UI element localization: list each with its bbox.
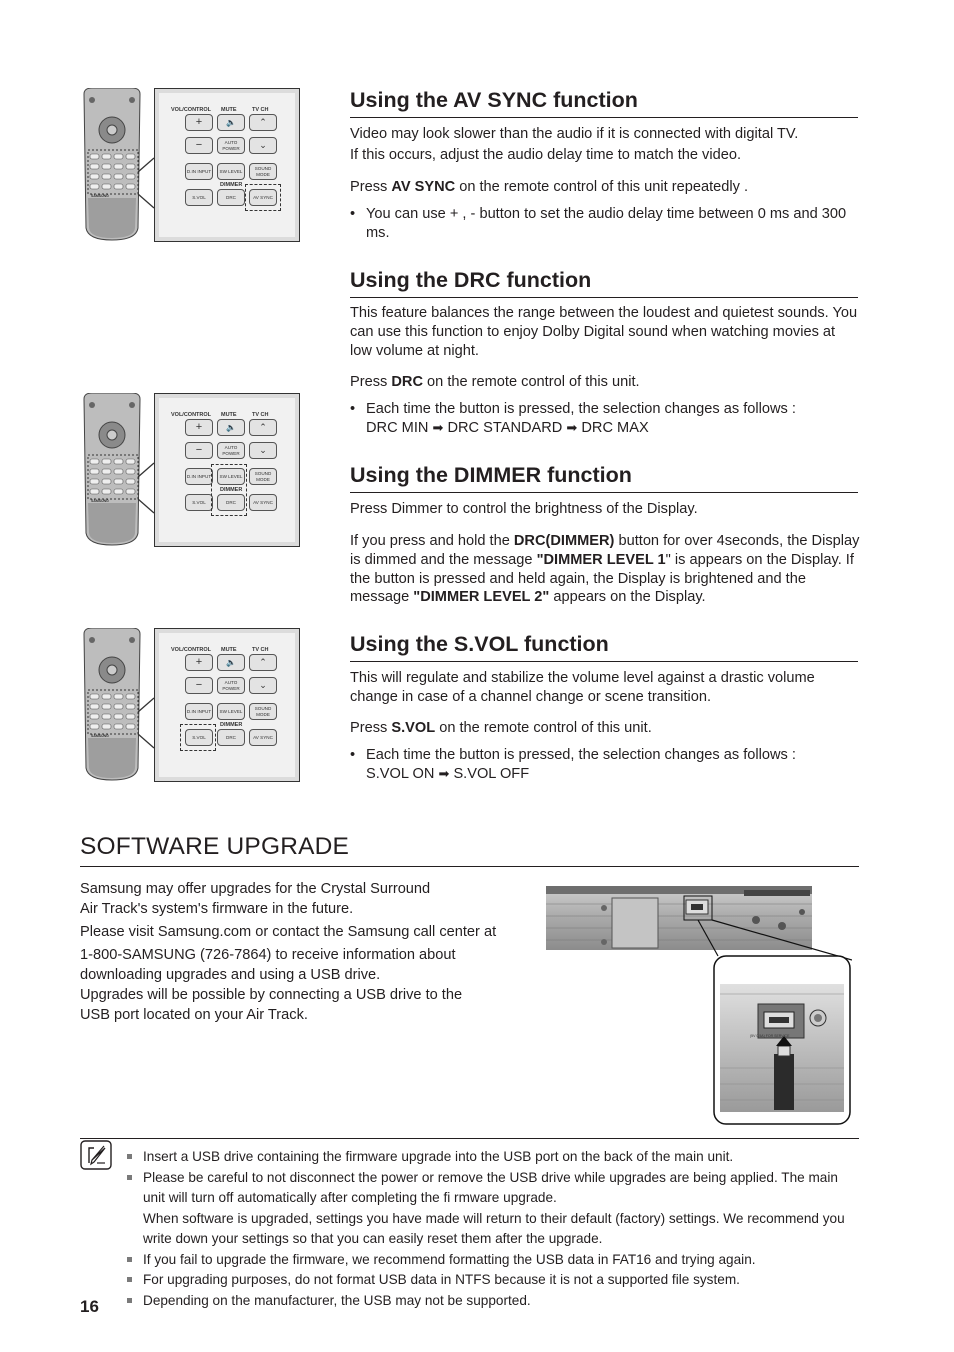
notes-divider (80, 1138, 859, 1139)
dimmer-paragraph-2: If you press and hold the DRC(DIMMER) button for over 4seconds, the Display is dimmed and the message "DIMMER LEVEL 1" is appears on the Display. If the button is pressed and held again, the Display is brightened and the message "DIMMER LEVEL 2" appears on the Display. (350, 533, 860, 606)
ch-up-icon: ⌃ (249, 419, 277, 436)
drc-button: DRC (217, 189, 245, 206)
s-vol-paragraph: This will regulate and stabilize the volume level against a drastic volume change in case of a channel change or scene transition. (350, 670, 815, 705)
vol-up-button: + (185, 654, 213, 671)
remote-brand: SAMSUNG (91, 194, 109, 198)
drc-button: DRC (217, 729, 245, 746)
vol-up-button: + (185, 419, 213, 436)
air-track-back-illustration (546, 884, 852, 1126)
arrow-right-icon: ➡ (438, 765, 450, 781)
d-in-input-button: D.IN INPUT (185, 163, 213, 180)
drc-key: DRC (391, 374, 423, 390)
remote-control-icon (80, 393, 154, 549)
drc-paragraph: This feature balances the range between the loudest and quietest sounds. You can use this function to enjoy Dolby Digital sound when watching movies at low volume at night. (350, 305, 858, 359)
auto-power-button: AUTO POWER (217, 442, 245, 459)
av-sync-paragraph-2: If this occurs, adjust the audio delay time to match the video. (350, 147, 741, 163)
label-dimmer: DIMMER (220, 182, 243, 188)
av-sync-button: AV SYNC (249, 494, 277, 511)
drc-heading: Using the DRC function (350, 267, 858, 298)
notes-list (127, 1147, 862, 1311)
usb-port-label: (5V 0.5A) FOR SERVICE (750, 1034, 790, 1038)
air-track-usb-port-illustration (546, 884, 852, 1126)
ch-down-icon: ⌄ (249, 677, 277, 694)
label-tv-ch: TV CH (252, 107, 269, 113)
ch-up-icon: ⌃ (249, 114, 277, 131)
av-sync-paragraph-1: Video may look slower than the audio if it is connected with digital TV. (350, 126, 799, 142)
d-in-input-button: D.IN INPUT (185, 468, 213, 485)
label-vol-control: VOL/CONTROL (171, 412, 212, 418)
remote-illustration-drc (80, 393, 302, 549)
drc-press-instruction: Press DRC on the remote control of this unit. (350, 374, 640, 390)
software-text-line: Please visit Samsung.com or contact the Samsung call center at (80, 924, 497, 940)
d-in-input-button: D.IN INPUT (185, 703, 213, 720)
arrow-right-icon: ➡ (432, 419, 444, 435)
s-vol-heading: Using the S.VOL function (350, 631, 858, 662)
av-sync-button: AV SYNC (249, 189, 277, 206)
ch-up-icon: ⌃ (249, 654, 277, 671)
remote-illustration-s-vol (80, 628, 302, 784)
s-vol-bullet: • Each time the button is pressed, the selection changes as follows : S.VOL ON ➡ S.VOL OFF (350, 747, 796, 782)
s-vol-button: S.VOL (185, 729, 213, 746)
software-text-line: Air Track's system's firmware in the future. (80, 901, 354, 917)
vol-down-button: − (185, 677, 213, 694)
vol-down-button: − (185, 442, 213, 459)
sw-level-button: SW LEVEL (217, 163, 245, 180)
dimmer-paragraph-1: Press Dimmer to control the brightness of the Display. (350, 501, 698, 517)
note-icon (80, 1140, 112, 1170)
s-vol-button: S.VOL (185, 189, 213, 206)
note-item: If you fail to upgrade the firmware, we recommend formatting the USB data in FAT16 and trying again. (127, 1250, 862, 1271)
dimmer-heading: Using the DIMMER function (350, 462, 858, 493)
note-item: Depending on the manufacturer, the USB may not be supported. (127, 1291, 862, 1312)
sw-level-button: SW LEVEL (217, 468, 245, 485)
sound-mode-button: SOUND MODE (249, 468, 277, 485)
label-mute: MUTE (221, 647, 237, 653)
label-vol-control: VOL/CONTROL (171, 647, 212, 653)
remote-control-icon (80, 88, 154, 244)
av-sync-button: AV SYNC (249, 729, 277, 746)
ch-down-icon: ⌄ (249, 442, 277, 459)
sound-mode-button: SOUND MODE (249, 703, 277, 720)
sw-level-button: SW LEVEL (217, 703, 245, 720)
software-text-line: USB port located on your Air Track. (80, 1007, 308, 1023)
auto-power-button: AUTO POWER (217, 677, 245, 694)
mute-icon: 🔈 (217, 114, 245, 131)
label-vol-control: VOL/CONTROL (171, 107, 212, 113)
note-item: Insert a USB drive containing the firmware upgrade into the USB port on the back of the main unit. (127, 1147, 862, 1168)
vol-up-button: + (185, 114, 213, 131)
page-number: 16 (80, 1297, 99, 1316)
remote-illustration-av-sync (80, 88, 302, 244)
av-sync-heading: Using the AV SYNC function (350, 87, 858, 118)
label-mute: MUTE (221, 107, 237, 113)
remote-brand: SAMSUNG (91, 499, 109, 503)
highlight-s-vol (180, 724, 216, 751)
highlight-av-sync (245, 184, 281, 211)
sound-mode-button: SOUND MODE (249, 163, 277, 180)
arrow-right-icon: ➡ (566, 419, 578, 435)
auto-power-button: AUTO POWER (217, 137, 245, 154)
remote-brand: SAMSUNG (91, 734, 109, 738)
mute-icon: 🔈 (217, 654, 245, 671)
drc-bullet: • Each time the button is pressed, the selection changes as follows : DRC MIN ➡ DRC STANDARD ➡ DRC MAX (350, 401, 796, 436)
remote-zoom-panel (154, 393, 300, 547)
note-item: For upgrading purposes, do not format USB data in NTFS because it is not a supported file system. (127, 1270, 862, 1291)
vol-down-button: − (185, 137, 213, 154)
av-sync-press-instruction: Press AV SYNC on the remote control of this unit repeatedly . (350, 179, 749, 195)
remote-zoom-panel (154, 628, 300, 782)
label-tv-ch: TV CH (252, 647, 269, 653)
label-dimmer: DIMMER (220, 487, 243, 493)
drc-button: DRC (217, 494, 245, 511)
s-vol-button: S.VOL (185, 494, 213, 511)
label-mute: MUTE (221, 412, 237, 418)
note-item: Please be careful to not disconnect the power or remove the USB drive while upgrades are being applied. The main unit will turn off automatically after completing the fi rmware upgrade. When software is upgraded, settings you have made will return to their default (factory) settings. We recommend you write down your settings so that you can easily reset them after the upgrade. (127, 1168, 862, 1250)
ch-down-icon: ⌄ (249, 137, 277, 154)
software-text-line: downloading upgrades and using a USB drive. (80, 967, 381, 983)
software-text-line: Upgrades will be possible by connecting a USB drive to the (80, 987, 463, 1003)
software-text-line: 1-800-SAMSUNG (726-7864) to receive information about (80, 947, 456, 963)
remote-control-icon (80, 628, 154, 784)
mute-icon: 🔈 (217, 419, 245, 436)
av-sync-key: AV SYNC (391, 179, 456, 195)
highlight-drc (211, 464, 247, 516)
label-dimmer: DIMMER (220, 722, 243, 728)
av-sync-bullet: • You can use + , - button to set the audio delay time between 0 ms and 300 ms. (350, 206, 847, 241)
software-text-line: Samsung may offer upgrades for the Crystal Surround (80, 881, 431, 897)
software-upgrade-heading: SOFTWARE UPGRADE (80, 832, 859, 867)
s-vol-press-instruction: Press S.VOL on the remote control of this unit. (350, 720, 652, 736)
label-tv-ch: TV CH (252, 412, 269, 418)
s-vol-key: S.VOL (391, 720, 436, 736)
remote-zoom-panel (154, 88, 300, 242)
